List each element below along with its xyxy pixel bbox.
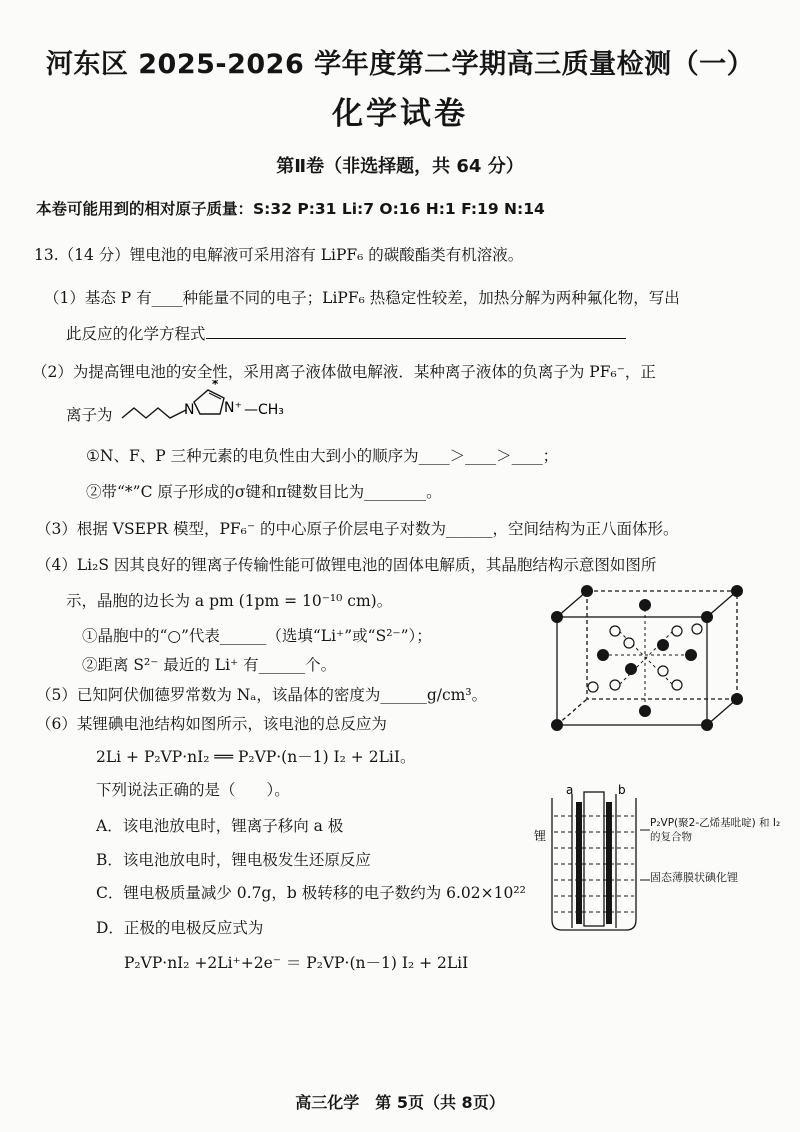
part4-sub1: ①晶胞中的“○”代表______（选填“Li⁺”或“S²⁻”）； [82, 627, 432, 645]
part2-line2: 离子为 [66, 406, 113, 424]
label-complex: P₂VP(聚2-乙烯基吡啶) 和 I₂ 的复合物 [650, 817, 781, 843]
label-a: a [566, 783, 574, 797]
part2-line1: （2）为提高锂电池的安全性，采用离子液体做电解液．某种离子液体的负离子为 PF₆⁻，正 [32, 363, 656, 381]
part4-sub2: ②距离 S²⁻ 最近的 Li⁺ 有______个。 [82, 656, 337, 674]
part5: （5）已知阿伏伽德罗常数为 Nₐ，该晶体的密度为______g/cm³。 [36, 686, 488, 704]
part6-line1: （6）某锂碘电池结构如图所示，该电池的总反应为 [36, 715, 387, 733]
cation-structure [120, 380, 320, 430]
part2-sub1: ①N、F、P 三种元素的电负性由大到小的顺序为____＞____＞____； [86, 447, 559, 465]
part4-line2: 示，晶胞的边长为 a pm (1pm = 10⁻¹⁰ cm)。 [66, 592, 393, 610]
label-b: b [618, 783, 626, 797]
exam-title: 河东区 2025-2026 学年度第二学期高三质量检测（一） [45, 49, 755, 80]
crystal-cell-diagram [545, 585, 745, 735]
option-c: C．锂电极质量减少 0.7g，b 极转移的电子数约为 6.02×10²² [96, 884, 526, 902]
atomic-masses: 本卷可能用到的相对原子质量：S:32 P:31 Li:7 O:16 H:1 F:19 N:14 [36, 200, 545, 218]
option-b: B．该电池放电时，锂电极发生还原反应 [96, 851, 371, 869]
option-d: D．正极的电极反应式为 [96, 919, 264, 937]
methyl-label: —CH₃ [244, 402, 284, 418]
n-label: N [184, 402, 195, 418]
part1-line2: 此反应的化学方程式 [66, 322, 626, 344]
label-li: 锂 [534, 829, 547, 843]
part1-line1: （1）基态 P 有____种能量不同的电子；LiPF₆ 热稳定性较差，加热分解为两种氟化物，写出 [44, 289, 680, 307]
part3: （3）根据 VSEPR 模型，PF₆⁻ 的中心原子价层电子对数为______，空间结构为正八面体形。 [36, 520, 679, 538]
part4-line1: （4）Li₂S 因其良好的锂离子传输性能可做锂电池的固体电解质，其晶胞结构示意图如图所 [36, 556, 657, 574]
option-d-equation: P₂VP·nI₂ +2Li⁺+2e⁻ ＝ P₂VP·(n－1) I₂ + 2LiI [124, 954, 469, 972]
option-a: A．该电池放电时，锂离子移向 a 极 [96, 817, 344, 835]
part6-ask: 下列说法正确的是（ ）。 [96, 781, 290, 799]
answer-blank [206, 324, 626, 339]
part2-sub2: ②带“*”C 原子形成的σ键和π键数目比为________。 [86, 483, 442, 501]
subject-title: 化学试卷 [332, 96, 468, 132]
nplus-label: N⁺ [224, 400, 242, 416]
star-mark: * [212, 380, 219, 391]
label-film: 固态薄膜状碘化锂 [650, 871, 738, 884]
part6-reaction: 2Li + P₂VP·nI₂ ══ P₂VP·(n－1) I₂ + 2LiI。 [96, 748, 416, 766]
battery-diagram [532, 780, 794, 940]
page-footer: 高三化学 第 5页（共 8页） [295, 1093, 505, 1112]
section-title: 第Ⅱ卷（非选择题，共 64 分） [276, 156, 524, 177]
question-intro: 13.（14 分）锂电池的电解液可采用溶有 LiPF₆ 的碳酸酯类有机溶液。 [34, 246, 524, 264]
